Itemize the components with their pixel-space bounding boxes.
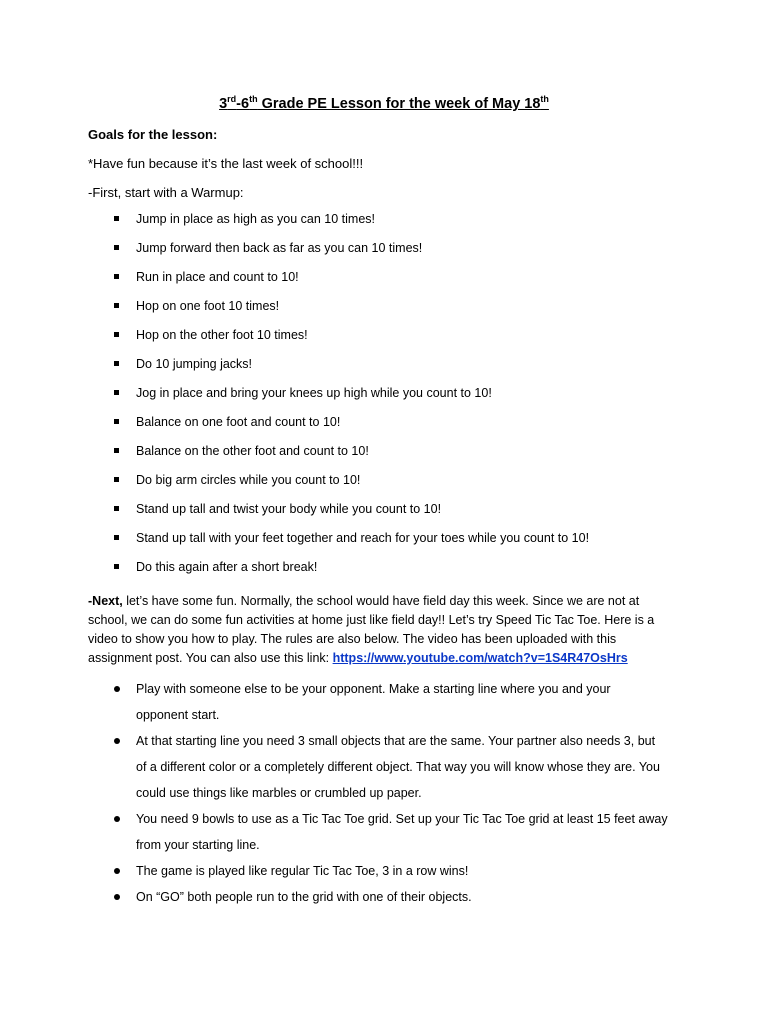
warmup-item [114, 384, 589, 413]
round-bullet-icon [114, 816, 120, 822]
next-line-3: video to show you how to play. The rules are also below. The video has been uploaded with this [88, 632, 617, 646]
square-bullet-icon [114, 245, 119, 250]
warmup-item-text: Do big arm circles while you count to 10! [136, 473, 361, 487]
warmup-item [114, 268, 589, 297]
rule-item-line: On “GO” both people run to the grid with one of their objects. [136, 890, 472, 904]
warmup-item-text: Jog in place and bring your knees up high while you count to 10! [136, 386, 492, 400]
next-paragraph [88, 592, 688, 668]
warmup-item [114, 239, 589, 268]
warmup-item-text: Stand up tall and twist your body while you count to 10! [136, 502, 442, 516]
warmup-item-text: Balance on the other foot and count to 10! [136, 444, 369, 458]
warmup-item [114, 326, 589, 355]
goals-heading: Goals for the lesson: [88, 127, 218, 142]
round-bullet-icon [114, 894, 120, 900]
next-line-1: -Next, let’s have some fun. Normally, the school would have field day this week. Since we are not at [88, 594, 640, 608]
youtube-link[interactable]: https://www.youtube.com/watch?v=1S4R47OsHrs [332, 651, 628, 665]
next-line-4: assignment post. You can also use this link: https://www.youtube.com/watch?v=1S4R47OsHrs [88, 651, 628, 665]
rule-item-line: You need 9 bowls to use as a Tic Tac Toe grid. Set up your Tic Tac Toe grid at least 15 feet away [136, 812, 668, 826]
square-bullet-icon [114, 216, 119, 221]
warmup-item [114, 558, 589, 587]
square-bullet-icon [114, 274, 119, 279]
warmup-item-text: Jump forward then back as far as you can 10 times! [136, 241, 423, 255]
round-bullet-icon [114, 868, 120, 874]
square-bullet-icon [114, 535, 119, 540]
square-bullet-icon [114, 477, 119, 482]
square-bullet-icon [114, 419, 119, 424]
warmup-item [114, 297, 589, 326]
square-bullet-icon [114, 361, 119, 366]
rule-item-line: Play with someone else to be your opponent. Make a starting line where you and your [136, 682, 611, 696]
page-title [0, 94, 768, 114]
rules-list [114, 676, 668, 910]
warmup-item-text: Hop on the other foot 10 times! [136, 328, 308, 342]
round-bullet-icon [114, 686, 120, 692]
square-bullet-icon [114, 390, 119, 395]
warmup-list [114, 210, 589, 587]
rule-item [114, 676, 668, 728]
rule-item [114, 858, 668, 884]
rule-item [114, 884, 668, 910]
warmup-item [114, 500, 589, 529]
warmup-item-text: Stand up tall with your feet together and reach for your toes while you count to 10! [136, 531, 590, 545]
rule-item-line: from your starting line. [136, 838, 260, 852]
warmup-item-text: Run in place and count to 10! [136, 270, 299, 284]
square-bullet-icon [114, 564, 119, 569]
warmup-item [114, 355, 589, 384]
warmup-item-text: Do this again after a short break! [136, 560, 318, 574]
rule-item [114, 806, 668, 858]
title-text: 3rd-6th Grade PE Lesson for the week of May 18th [219, 94, 549, 112]
have-fun-line: *Have fun because it’s the last week of school!!! [88, 156, 364, 171]
round-bullet-icon [114, 738, 120, 744]
rule-item-line: The game is played like regular Tic Tac Toe, 3 in a row wins! [136, 864, 469, 878]
first-warmup-line: -First, start with a Warmup: [88, 185, 244, 200]
rule-item-line: opponent start. [136, 708, 220, 722]
square-bullet-icon [114, 303, 119, 308]
warmup-item-text: Jump in place as high as you can 10 times! [136, 212, 376, 226]
square-bullet-icon [114, 506, 119, 511]
warmup-item [114, 442, 589, 471]
square-bullet-icon [114, 332, 119, 337]
warmup-item [114, 210, 589, 239]
rule-item-line: At that starting line you need 3 small objects that are the same. Your partner also needs 3, but [136, 734, 656, 748]
warmup-item-text: Balance on one foot and count to 10! [136, 415, 341, 429]
warmup-item-text: Do 10 jumping jacks! [136, 357, 253, 371]
next-line-2: school, we can do some fun activities at home just like field day!! Let’s try Speed Tic Tac Toe. Here is a [88, 613, 655, 627]
rule-item [114, 728, 668, 806]
warmup-item [114, 413, 589, 442]
warmup-item [114, 529, 589, 558]
warmup-item [114, 471, 589, 500]
rule-item-line: could use things like marbles or crumbled up paper. [136, 786, 422, 800]
warmup-item-text: Hop on one foot 10 times! [136, 299, 280, 313]
rule-item-line: of a different color or a completely different object. That way you will know whose they are. You [136, 760, 660, 774]
square-bullet-icon [114, 448, 119, 453]
